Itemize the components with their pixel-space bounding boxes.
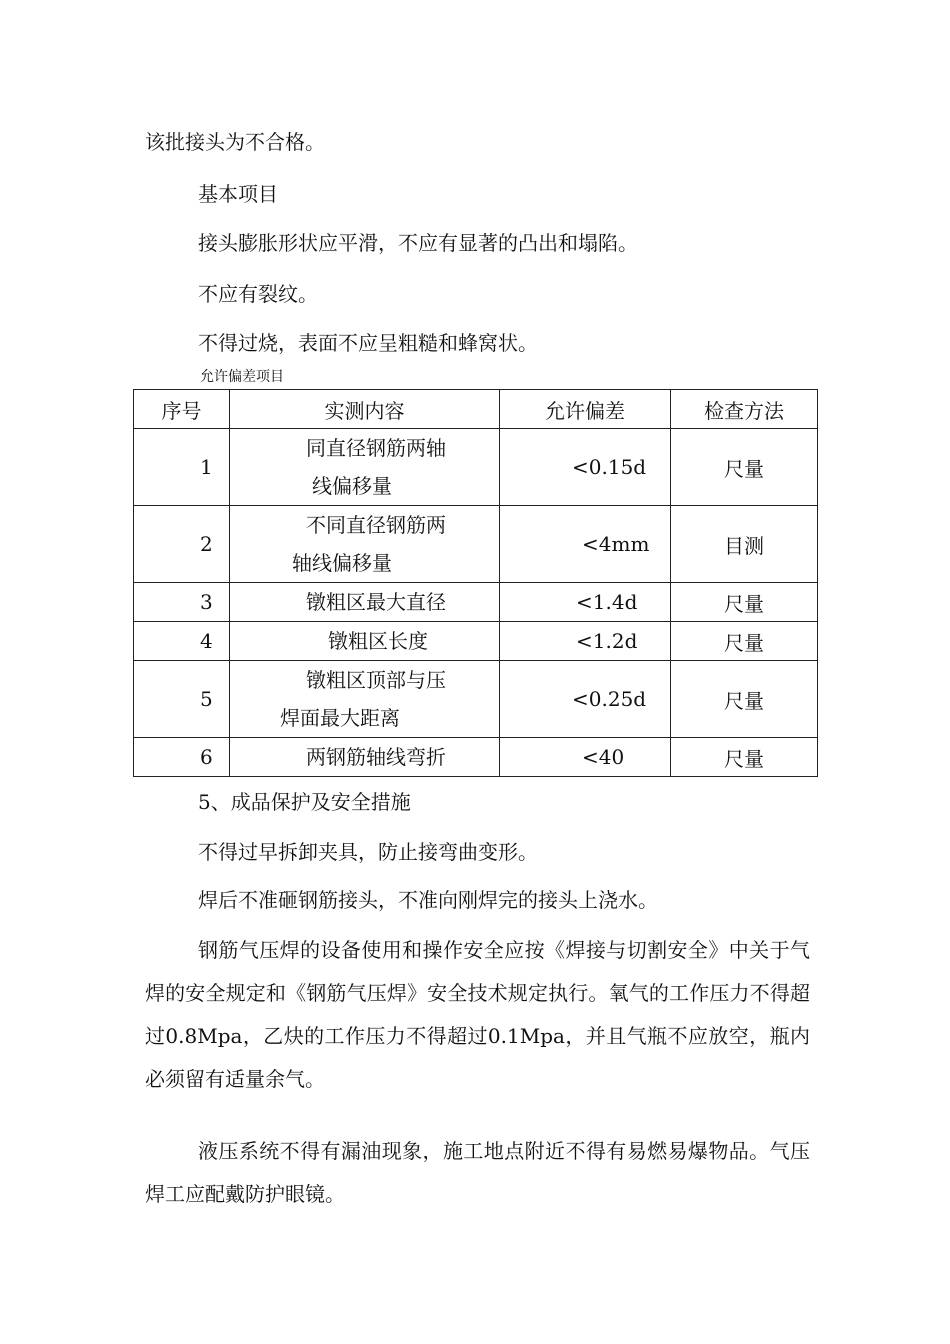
table-row <box>134 622 818 661</box>
paragraph-no-overburn: 不得过烧，表面不应呈粗糙和蜂窝状。 <box>198 331 538 355</box>
row-no: 2 <box>134 506 230 583</box>
row-method: 尺量 <box>671 738 818 777</box>
paragraph-hydraulic: 液压系统不得有漏油现象，施工地点附近不得有易燃易爆物品。气压焊工应配戴防护眼镜。 <box>145 1139 810 1206</box>
row-item-line1: 同直径钢筋两轴 <box>306 436 446 460</box>
header-item: 实测内容 <box>230 390 500 429</box>
row-item-line1: 镦粗区顶部与压 <box>306 668 446 692</box>
row-item <box>230 429 500 506</box>
row-item: 镦粗区最大直径 <box>230 583 500 622</box>
row-tolerance: <40 <box>500 738 671 777</box>
paragraph-no-cracks: 不应有裂纹。 <box>198 282 318 306</box>
row-method: 尺量 <box>671 583 818 622</box>
row-item: 两钢筋轴线弯折 <box>230 738 500 777</box>
section-heading: 5、成品保护及安全措施 <box>198 790 411 814</box>
row-tolerance: <0.15d <box>500 429 671 506</box>
row-item-line2: 轴线偏移量 <box>292 551 392 575</box>
row-no: 3 <box>134 583 230 622</box>
row-item-line2: 焊面最大距离 <box>280 706 400 730</box>
row-tolerance: <0.25d <box>500 661 671 738</box>
paragraph-joint-shape: 接头膨胀形状应平滑，不应有显著的凸出和塌陷。 <box>198 231 638 255</box>
row-tolerance: <4mm <box>500 506 671 583</box>
paragraph-clamps: 不得过早拆卸夹具，防止接弯曲变形。 <box>198 840 538 864</box>
row-no: 5 <box>134 661 230 738</box>
heading-basic-items: 基本项目 <box>198 182 278 206</box>
row-method: 尺量 <box>671 661 818 738</box>
row-no: 4 <box>134 622 230 661</box>
table-caption: 允许偏差项目 <box>200 369 284 385</box>
tolerance-table <box>133 389 818 777</box>
row-no: 1 <box>134 429 230 506</box>
row-tolerance: <1.2d <box>500 622 671 661</box>
row-item-line1: 不同直径钢筋两 <box>306 513 446 537</box>
row-no: 6 <box>134 738 230 777</box>
row-method: 尺量 <box>671 622 818 661</box>
header-method: 检查方法 <box>671 390 818 429</box>
paragraph-no-water: 焊后不准砸钢筋接头，不准向刚焊完的接头上浇水。 <box>198 888 658 912</box>
header-tolerance: 允许偏差 <box>500 390 671 429</box>
row-item <box>230 506 500 583</box>
table-row <box>134 738 818 777</box>
header-no: 序号 <box>134 390 230 429</box>
table-row <box>134 506 818 583</box>
row-method: 尺量 <box>671 429 818 506</box>
row-item <box>230 661 500 738</box>
row-item-line2: 线偏移量 <box>312 474 392 498</box>
table-row <box>134 661 818 738</box>
row-method: 目测 <box>671 506 818 583</box>
row-item: 镦粗区长度 <box>230 622 500 661</box>
paragraph-conclusion: 该批接头为不合格。 <box>145 130 325 154</box>
row-tolerance: <1.4d <box>500 583 671 622</box>
paragraph-safety-rules: 钢筋气压焊的设备使用和操作安全应按《焊接与切割安全》中关于气焊的安全规定和《钢筋气压焊》安全技术规定执行。氧气的工作压力不得超过0.8Mpa，乙炔的工作压力不得超过0.1Mpa，并且气瓶不应放空，瓶内必须留有适量余气。 <box>145 938 810 1091</box>
table-row <box>134 429 818 506</box>
table-header-row <box>134 390 818 429</box>
table-row <box>134 583 818 622</box>
